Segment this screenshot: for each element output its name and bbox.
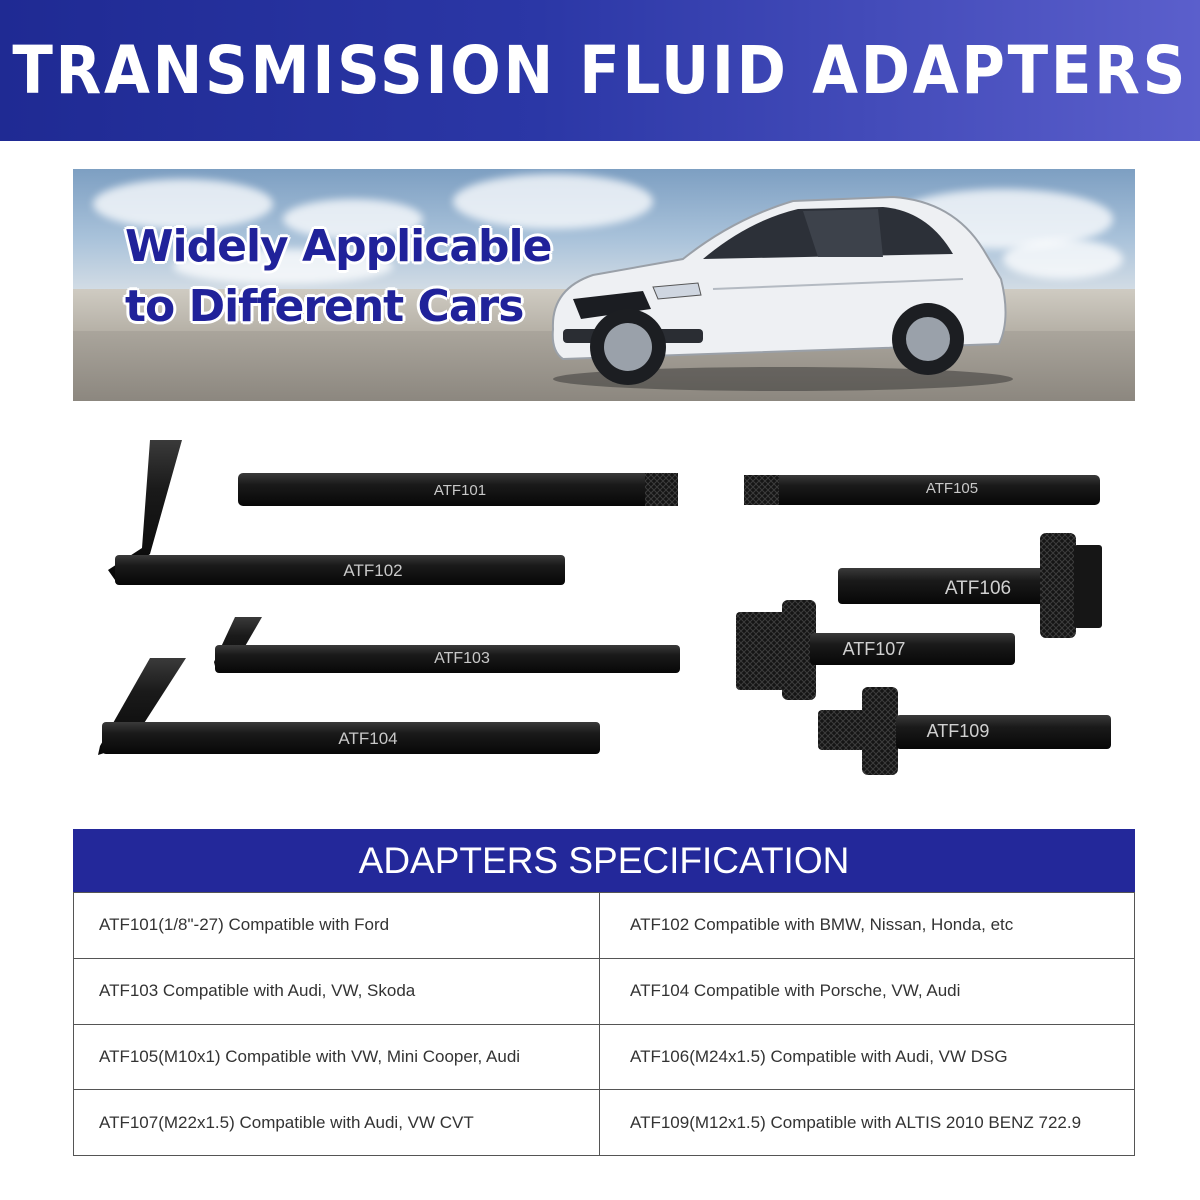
car-illustration <box>533 179 1013 394</box>
label-atf101: ATF101 <box>433 482 487 499</box>
spec-cell: ATF102 Compatible with BMW, Nissan, Honda, etc <box>600 893 1135 959</box>
spec-table <box>73 892 1135 1156</box>
adapter-atf103 <box>214 617 680 673</box>
adapter-atf107 <box>736 600 1015 700</box>
adapter-atf101 <box>238 473 678 506</box>
label-atf103: ATF103 <box>434 650 490 667</box>
tagline <box>125 217 551 337</box>
spec-cell: ATF107(M22x1.5) Compatible with Audi, VW CVT <box>74 1090 600 1156</box>
adapter-atf102 <box>108 440 565 585</box>
title-banner <box>0 0 1200 141</box>
spec-cell: ATF106(M24x1.5) Compatible with Audi, VW DSG <box>600 1024 1135 1090</box>
adapter-atf106 <box>838 533 1102 638</box>
table-row <box>74 893 1135 959</box>
adapter-atf109 <box>818 687 1111 775</box>
label-atf106: ATF106 <box>944 578 1012 599</box>
spec-title: ADAPTERS SPECIFICATION <box>73 829 1135 892</box>
table-row <box>74 1090 1135 1156</box>
spec-cell: ATF104 Compatible with Porsche, VW, Audi <box>600 958 1135 1024</box>
page-title: TRANSMISSION FLUID ADAPTERS <box>12 32 1188 109</box>
label-atf102: ATF102 <box>343 561 403 580</box>
label-atf107: ATF107 <box>842 639 906 659</box>
label-atf109: ATF109 <box>926 721 990 741</box>
table-row <box>74 1024 1135 1090</box>
adapter-atf105 <box>744 475 1100 505</box>
tagline-line-2: to Different Cars <box>125 281 524 332</box>
spec-cell: ATF101(1/8"-27) Compatible with Ford <box>74 893 600 959</box>
spec-cell: ATF103 Compatible with Audi, VW, Skoda <box>74 958 600 1024</box>
tagline-line-1: Widely Applicable <box>125 221 552 272</box>
label-atf104: ATF104 <box>338 729 398 748</box>
table-row <box>74 958 1135 1024</box>
spec-cell: ATF105(M10x1) Compatible with VW, Mini Cooper, Audi <box>74 1024 600 1090</box>
spec-cell: ATF109(M12x1.5) Compatible with ALTIS 2010 BENZ 722.9 <box>600 1090 1135 1156</box>
adapters-photo <box>90 430 1120 790</box>
label-atf105: ATF105 <box>925 480 979 497</box>
car-banner <box>73 169 1135 401</box>
